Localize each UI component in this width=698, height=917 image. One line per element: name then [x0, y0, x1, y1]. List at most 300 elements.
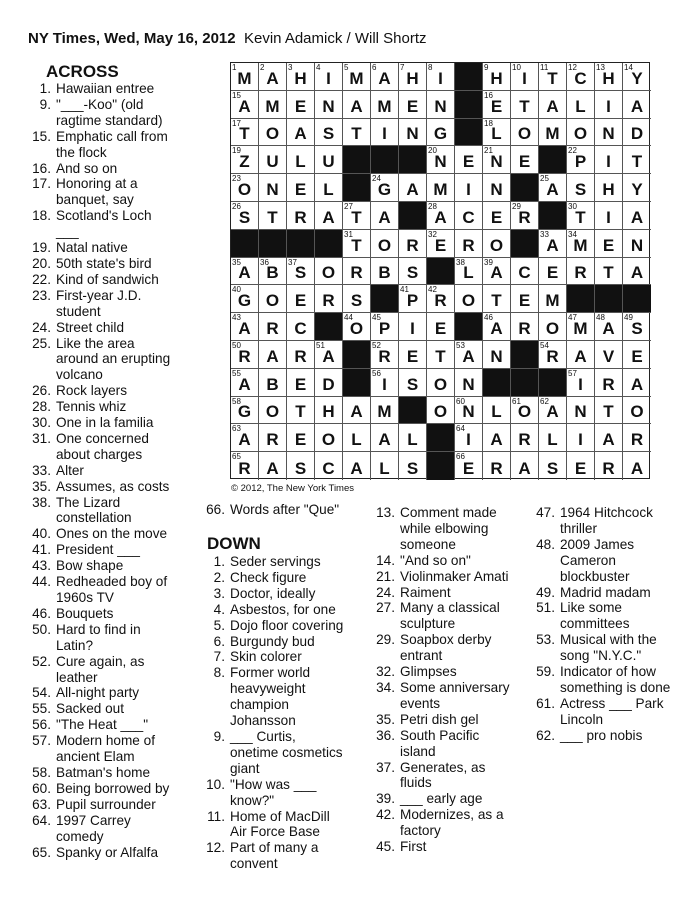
cell-letter: I [466, 430, 471, 450]
clue-item [370, 791, 532, 807]
grid-cell [539, 174, 567, 202]
grid-cell [595, 174, 623, 202]
clue-text: 1964 Hitchcock thriller [560, 505, 653, 536]
cell-letter: I [522, 68, 527, 88]
grid-cell [231, 369, 259, 397]
clue-number: 8. [213, 665, 225, 681]
cell-letter: T [603, 263, 614, 283]
cell-letter: H [602, 68, 615, 88]
cell-number: 7 [400, 63, 405, 72]
grid-cell [287, 313, 315, 341]
black-square [371, 285, 399, 313]
grid-cell [315, 452, 343, 480]
cell-letter: T [575, 207, 586, 227]
clue-text: Being borrowed by [56, 780, 170, 796]
cell-letter: E [406, 96, 419, 116]
cell-letter: M [265, 96, 280, 116]
grid-cell [259, 341, 287, 369]
cell-letter: A [630, 96, 644, 116]
clue-text: One concerned about charges [56, 430, 149, 462]
grid-cell [371, 397, 399, 425]
cell-letter: P [378, 318, 391, 338]
clue-item [26, 399, 198, 415]
clue-number: 6. [213, 633, 225, 649]
grid-cell [455, 369, 483, 397]
grid-cell [287, 119, 315, 147]
black-square [595, 285, 623, 313]
grid-cell [595, 369, 623, 397]
cell-letter: I [606, 96, 611, 116]
grid-cell [371, 341, 399, 369]
grid-cell [231, 424, 259, 452]
cell-letter: G [377, 179, 392, 199]
clue-number: 56. [32, 717, 51, 733]
cell-letter: C [574, 68, 587, 88]
cell-letter: A [378, 430, 391, 450]
black-square [511, 174, 539, 202]
grid-cell [231, 258, 259, 286]
cell-letter: R [238, 346, 251, 366]
grid-cell [567, 424, 595, 452]
clue-item [530, 696, 690, 728]
cell-letter: I [438, 68, 443, 88]
clue-text: Part of many a convent [230, 840, 319, 872]
grid-cell [259, 174, 287, 202]
black-square [539, 146, 567, 174]
black-square [539, 202, 567, 230]
grid-cell [371, 369, 399, 397]
grid-cell [427, 63, 455, 91]
cell-letter: D [322, 374, 335, 394]
grid-cell [483, 341, 511, 369]
grid-cell [567, 202, 595, 230]
clue-item [200, 554, 375, 570]
cell-number: 22 [568, 146, 577, 156]
grid-cell [623, 63, 651, 91]
clue-item [530, 728, 690, 744]
cell-letter: O [433, 402, 448, 422]
clue-item [530, 632, 690, 664]
clue-number: 42. [376, 807, 395, 823]
cell-letter: T [631, 152, 643, 172]
clue-text: Comment made while elbowing someone [400, 505, 497, 552]
clue-number: 55. [32, 701, 51, 717]
clue-number: 62. [536, 727, 555, 743]
clue-item [200, 502, 375, 518]
clue-number: 29. [376, 632, 395, 648]
clue-number: 32. [376, 664, 395, 680]
cell-number: 24 [372, 174, 381, 184]
clue-text: ___ Curtis, onetime cosmetics giant [230, 728, 343, 776]
black-square [511, 230, 539, 258]
grid-cell [315, 369, 343, 397]
cell-number: 50 [232, 340, 241, 350]
grid-cell [231, 285, 259, 313]
clue-number: 50. [32, 621, 51, 637]
cell-letter: A [238, 430, 251, 450]
clue-item [26, 415, 198, 431]
cell-letter: O [433, 374, 448, 394]
cell-number: 27 [344, 201, 353, 211]
clue-item [370, 585, 532, 601]
grid-cell [259, 202, 287, 230]
cell-letter: A [350, 96, 363, 116]
grid-cell [371, 258, 399, 286]
black-square [427, 424, 455, 452]
cell-letter: A [266, 458, 279, 478]
clue-number: 11. [207, 808, 225, 824]
cell-letter: A [434, 207, 447, 227]
grid-cell [315, 285, 343, 313]
cell-letter: M [237, 68, 252, 88]
clue-number: 27. [376, 600, 395, 616]
cell-letter: A [602, 318, 615, 338]
cell-letter: S [406, 263, 419, 283]
cell-letter: N [490, 152, 503, 172]
grid-cell [399, 452, 427, 480]
cell-letter: G [237, 402, 252, 422]
grid-cell [567, 63, 595, 91]
grid-cell [399, 63, 427, 91]
grid-cell [427, 285, 455, 313]
grid-cell [595, 230, 623, 258]
grid-cell [455, 452, 483, 480]
cell-number: 26 [232, 201, 241, 211]
clue-text: Hard to find in Latin? [56, 621, 141, 653]
clue-item [26, 463, 198, 479]
cell-letter: M [349, 68, 364, 88]
cell-number: 41 [400, 285, 409, 295]
cell-number: 14 [624, 63, 633, 72]
cell-letter: R [546, 346, 559, 366]
cell-number: 34 [568, 229, 577, 239]
grid-cell [315, 119, 343, 147]
cell-letter: M [573, 235, 588, 255]
cell-letter: A [490, 263, 503, 283]
grid-cell [623, 230, 651, 258]
clue-item [26, 81, 198, 97]
clue-item [26, 240, 198, 256]
cell-letter: M [377, 96, 392, 116]
cell-letter: I [606, 152, 611, 172]
clue-text: Natal native [56, 240, 128, 256]
clue-text: Soapbox derby entrant [400, 632, 492, 664]
cell-letter: O [517, 124, 532, 144]
cell-letter: R [378, 346, 391, 366]
cell-letter: M [433, 179, 448, 199]
clue-item [26, 383, 198, 399]
clue-number: 65. [32, 844, 51, 860]
black-square [399, 202, 427, 230]
clue-item [26, 542, 198, 558]
cell-letter: A [266, 346, 279, 366]
clue-text: And so on [56, 160, 118, 176]
black-square [511, 341, 539, 369]
clue-item [26, 336, 198, 384]
cell-letter: S [294, 458, 307, 478]
clue-item [26, 574, 198, 606]
cell-letter: N [322, 96, 335, 116]
cell-letter: T [239, 124, 250, 144]
cell-letter: R [518, 207, 531, 227]
clue-item [26, 813, 198, 845]
grid-cell [427, 146, 455, 174]
clue-text: All-night party [56, 685, 140, 701]
grid-cell [595, 341, 623, 369]
cell-letter: L [491, 124, 502, 144]
cell-letter: T [491, 291, 502, 311]
clue-item [26, 176, 198, 208]
clue-number: 14. [376, 552, 395, 568]
cell-number: 21 [484, 146, 493, 156]
grid-cell [427, 230, 455, 258]
cell-number: 45 [372, 313, 381, 323]
clue-number: 2. [213, 569, 225, 585]
grid-cell [539, 452, 567, 480]
grid-cell [343, 452, 371, 480]
cell-letter: L [547, 430, 558, 450]
grid-cell [343, 424, 371, 452]
cell-letter: A [518, 458, 531, 478]
cell-letter: E [574, 458, 587, 478]
cell-letter: N [490, 179, 503, 199]
clue-text: Raiment [400, 584, 451, 600]
cell-letter: E [434, 318, 447, 338]
cell-number: 55 [232, 368, 241, 378]
clue-text: Some anniversary events [400, 679, 510, 711]
clue-number: 5. [213, 617, 225, 633]
cell-letter: N [462, 374, 475, 394]
clue-text: Modern home of ancient Elam [56, 733, 155, 765]
clue-text: ___ early age [400, 791, 483, 807]
cell-letter: R [518, 430, 531, 450]
clue-item [370, 569, 532, 585]
cell-number: 42 [428, 285, 437, 295]
cell-number: 61 [512, 396, 521, 406]
across-clues-column-2 [200, 502, 375, 518]
cell-letter: L [295, 152, 306, 172]
grid-cell [567, 397, 595, 425]
grid-cell [567, 258, 595, 286]
cell-letter: R [350, 263, 363, 283]
black-square [287, 230, 315, 258]
cell-number: 11 [540, 63, 549, 72]
cell-letter: N [266, 179, 279, 199]
cell-letter: O [630, 402, 644, 422]
clue-text: Rock layers [56, 383, 128, 399]
cell-number: 13 [596, 63, 605, 72]
cell-number: 36 [260, 257, 269, 267]
clue-number: 35. [376, 711, 395, 727]
clue-number: 33. [32, 462, 51, 478]
grid-cell [511, 285, 539, 313]
clue-item [26, 558, 198, 574]
across-clues-column-1 [26, 81, 198, 860]
clue-number: 17. [32, 176, 51, 192]
clue-item [370, 760, 532, 792]
grid-cell [315, 424, 343, 452]
clue-number: 3. [213, 585, 225, 601]
grid-cell [567, 452, 595, 480]
cell-letter: H [322, 402, 335, 422]
grid-cell [567, 341, 595, 369]
clue-number: 60. [32, 780, 51, 796]
cell-letter: M [377, 402, 392, 422]
cell-letter: A [630, 458, 644, 478]
cell-letter: R [630, 430, 644, 450]
clue-item [200, 586, 375, 602]
clue-item [200, 618, 375, 634]
grid-cell [623, 424, 651, 452]
grid-cell [455, 202, 483, 230]
grid-cell [623, 452, 651, 480]
cell-number: 16 [484, 90, 493, 100]
clue-text: Like some committees [560, 600, 630, 632]
cell-letter: T [547, 68, 558, 88]
clue-number: 43. [32, 558, 51, 574]
grid-cell [567, 119, 595, 147]
grid-cell [287, 258, 315, 286]
clue-item [370, 505, 532, 553]
cell-number: 49 [624, 313, 633, 323]
clue-text: Check figure [230, 569, 307, 585]
cell-letter: A [546, 179, 559, 199]
clue-number: 39. [376, 791, 395, 807]
clue-item [26, 622, 198, 654]
cell-letter: I [382, 124, 387, 144]
clue-text: Street child [56, 319, 125, 335]
clue-text: First [400, 839, 427, 855]
grid-cell [623, 313, 651, 341]
clue-item [370, 632, 532, 664]
grid-cell [231, 202, 259, 230]
black-square [511, 369, 539, 397]
clue-item [26, 129, 198, 161]
black-square [427, 452, 455, 480]
cell-number: 9 [484, 63, 489, 72]
grid-cell [371, 91, 399, 119]
clue-number: 1. [39, 81, 51, 96]
grid-cell [259, 397, 287, 425]
clue-item [26, 97, 198, 129]
clue-text: Indicator of how something is done [560, 664, 671, 695]
cell-letter: O [545, 318, 560, 338]
grid-cell [259, 452, 287, 480]
clue-text: Batman's home [56, 764, 151, 780]
grid-cell [231, 119, 259, 147]
grid-cell [287, 91, 315, 119]
grid-cell [371, 63, 399, 91]
cell-letter: A [238, 374, 251, 394]
cell-letter: E [490, 207, 503, 227]
cell-letter: O [573, 124, 588, 144]
clue-item [530, 505, 690, 537]
grid-cell [539, 119, 567, 147]
cell-letter: E [294, 291, 307, 311]
cell-letter: B [378, 263, 391, 283]
grid-cell [399, 341, 427, 369]
cell-letter: A [378, 207, 391, 227]
grid-cell [399, 258, 427, 286]
clue-text: Hawaiian entree [56, 81, 155, 96]
cell-letter: A [490, 318, 503, 338]
grid-cell [427, 174, 455, 202]
clue-text: One in la familia [56, 415, 154, 431]
grid-cell [623, 91, 651, 119]
clue-number: 66. [206, 502, 225, 517]
grid-cell [315, 258, 343, 286]
cell-letter: A [322, 346, 335, 366]
cell-letter: O [489, 235, 504, 255]
grid-cell [511, 202, 539, 230]
cell-letter: R [294, 207, 307, 227]
cell-letter: O [265, 291, 280, 311]
clue-text: Actress ___ Park Lincoln [560, 695, 664, 727]
cell-letter: A [406, 179, 419, 199]
grid-cell [455, 230, 483, 258]
clue-item [26, 320, 198, 336]
cell-letter: V [602, 346, 615, 366]
cell-letter: O [349, 318, 364, 338]
grid-cell [315, 63, 343, 91]
cell-letter: C [322, 458, 335, 478]
clue-item [370, 728, 532, 760]
crossword-grid [230, 62, 650, 479]
cell-letter: R [518, 318, 531, 338]
clue-item [26, 733, 198, 765]
grid-cell [483, 119, 511, 147]
clue-item [370, 553, 532, 569]
grid-cell [343, 202, 371, 230]
clue-item [26, 479, 198, 495]
clue-item [200, 809, 375, 841]
black-square [455, 91, 483, 119]
cell-letter: E [518, 152, 531, 172]
grid-cell [315, 146, 343, 174]
black-square [455, 119, 483, 147]
grid-cell [371, 230, 399, 258]
clue-item [200, 634, 375, 650]
grid-cell [315, 341, 343, 369]
cell-number: 2 [260, 63, 265, 72]
clue-number: 45. [376, 839, 395, 855]
grid-cell [231, 341, 259, 369]
grid-cell [567, 91, 595, 119]
cell-letter: A [574, 346, 587, 366]
clue-item [26, 288, 198, 320]
clue-item [26, 606, 198, 622]
black-square [371, 146, 399, 174]
cell-letter: O [321, 430, 336, 450]
cell-letter: R [434, 291, 447, 311]
cell-letter: R [266, 318, 279, 338]
cell-letter: R [406, 235, 419, 255]
grid-cell [231, 313, 259, 341]
clue-number: 40. [32, 526, 51, 542]
clue-text: Redheaded boy of 1960s TV [56, 574, 168, 605]
cell-letter: C [294, 318, 307, 338]
black-square [315, 313, 343, 341]
clue-item [200, 729, 375, 777]
grid-cell [483, 258, 511, 286]
clue-number: 54. [32, 685, 51, 701]
cell-letter: C [462, 207, 475, 227]
cell-number: 38 [456, 257, 465, 267]
black-square [483, 369, 511, 397]
cell-letter: T [435, 346, 446, 366]
clue-number: 22. [32, 271, 51, 287]
clue-item [200, 777, 375, 809]
